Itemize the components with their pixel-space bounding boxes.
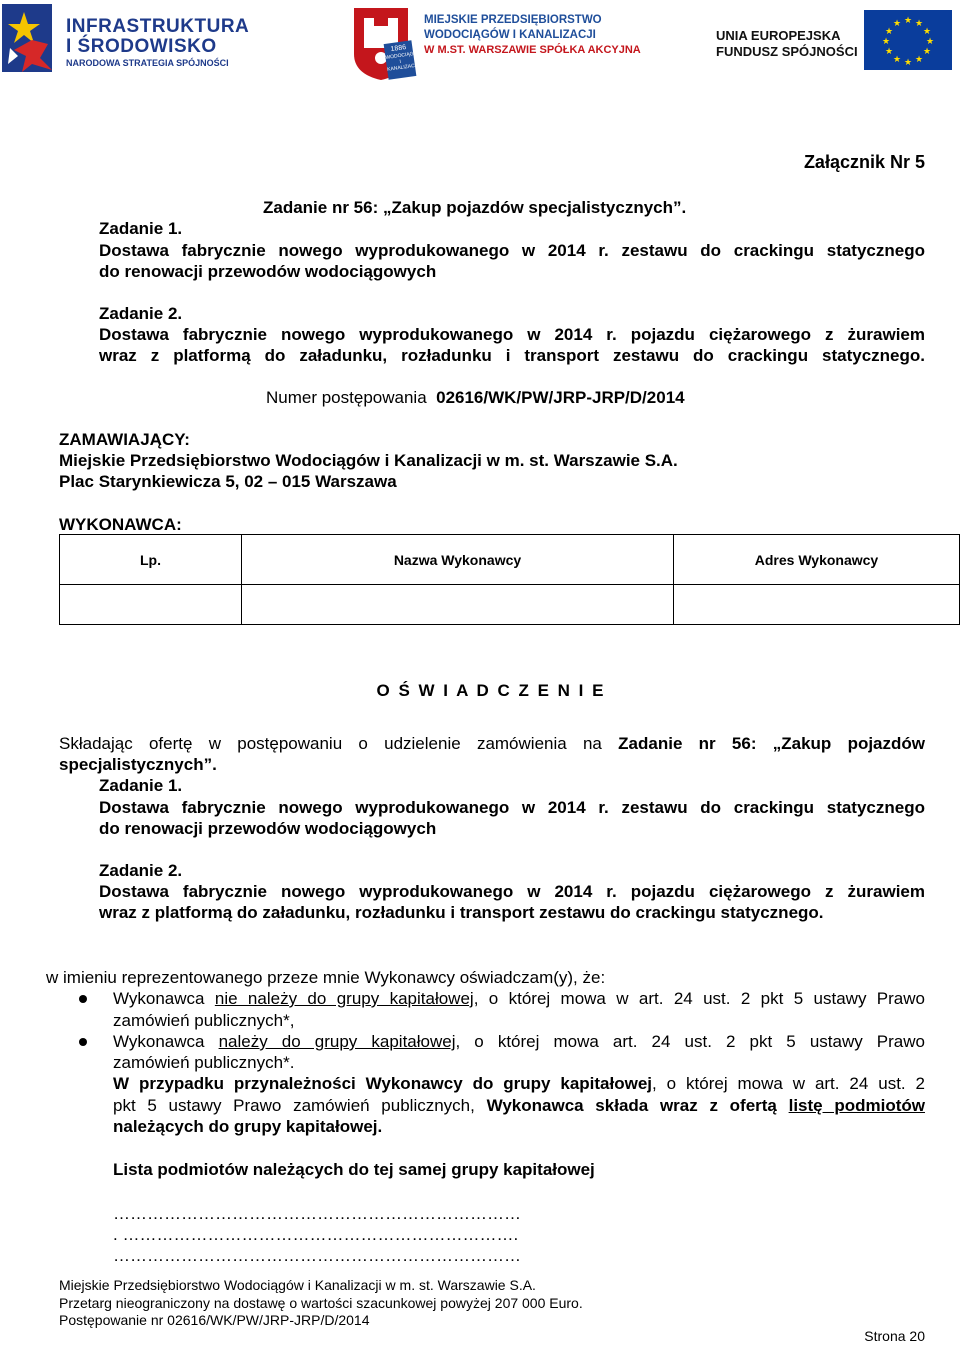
oswiadczenie-title: O Ś W I A D C Z E N I E (376, 681, 604, 700)
crest-year: 1886 (390, 44, 407, 54)
svg-text:★: ★ (881, 37, 891, 47)
z2-line2-2: wraz z platformą do załadunku, rozładunku i transport zestawu do crackingu statycznego. (99, 903, 824, 922)
eu-flag-icon (864, 10, 952, 70)
table-row (60, 585, 960, 625)
z1-line2-2: do renowacji przewodów wodociągowych (99, 819, 437, 838)
b2-b3: należących do grupy kapitałowej. (113, 1117, 383, 1136)
intro-bold1: Zadanie nr 56: „Zakup pojazdów (618, 734, 926, 753)
b2-u2: listę podmiotów (788, 1096, 925, 1115)
th-lp: Lp. (60, 535, 242, 585)
intro-line1 (59, 733, 925, 754)
bullet-1-line1 (113, 988, 925, 1009)
annex-label: Załącznik Nr 5 (803, 152, 925, 172)
z2-line1: Dostawa fabrycznie nowego wyprodukowanego w 2014 r. pojazdu ciężarowego z żurawiem (99, 325, 925, 344)
intro-plain: Składając ofertę w postępowaniu o udzielenie zamówienia na (59, 734, 602, 753)
wykonawca-label: WYKONAWCA: (59, 515, 182, 534)
zamawiajacy-name: Miejskie Przedsiębiorstwo Wodociągów i Kanalizacji w m. st. Warszawie S.A. (59, 451, 678, 470)
intro-bold2: specjalistycznych”. (59, 755, 217, 774)
statement-intro: w imieniu reprezentowanego przeze mnie Wykonawcy oświadczam(y), że: (46, 968, 606, 987)
z2-label: Zadanie 2. (99, 304, 183, 323)
z1-line1: Dostawa fabrycznie nowego wyprodukowanego w 2014 r. zestawu do crackingu statycznego (99, 241, 925, 260)
svg-text:★: ★ (914, 55, 924, 65)
b1-p2: , o której mowa w art. 24 ust. 2 pkt 5 ustawy Prawo (473, 989, 925, 1008)
z1-line2: do renowacji przewodów wodociągowych (99, 262, 437, 281)
svg-text:★: ★ (925, 37, 935, 47)
th-nazwa: Nazwa Wykonawcy (242, 535, 674, 585)
dots-line-3[interactable]: ……………………………………………………………… (113, 1246, 521, 1265)
footer-line3: Postępowanie nr 02616/WK/PW/JRP-JRP/D/2014 (59, 1312, 370, 1328)
b2-b2: Wykonawca składa wraz z ofertą (486, 1096, 777, 1115)
proc-number: 02616/WK/PW/JRP-JRP/D/2014 (436, 388, 685, 407)
logo2-line1: MIEJSKIE PRZEDSIĘBIORSTWO (424, 14, 602, 26)
logo1-line3: NARODOWA STRATEGIA SPÓJNOŚCI (66, 58, 229, 68)
logo3-line2: FUNDUSZ SPÓJNOŚCI (716, 44, 858, 59)
logo-unia-europejska (712, 8, 960, 74)
task-title: Zadanie nr 56: „Zakup pojazdów specjalistycznych”. (263, 198, 687, 217)
bullet-2-line3 (113, 1073, 925, 1094)
b2-p2: , o której mowa art. 24 ust. 2 pkt 5 ustawy Prawo (455, 1032, 925, 1051)
b1-u1: nie należy do grupy kapitałowej (214, 989, 474, 1008)
b2-p3: , o której mowa w art. 24 ust. 2 (652, 1074, 925, 1093)
logo-mpwik (350, 4, 640, 80)
bullet-2-line2: zamówień publicznych*. (113, 1053, 295, 1072)
wykonawca-table (59, 534, 960, 625)
svg-text:★: ★ (922, 27, 932, 37)
logo3-line1: UNIA EUROPEJSKA (716, 28, 841, 43)
svg-text:★: ★ (892, 55, 902, 65)
zamawiajacy-label: ZAMAWIAJĄCY: (59, 430, 190, 449)
z1-label: Zadanie 1. (99, 219, 183, 238)
logo2-line2: WODOCIĄGÓW I KANALIZACJI (424, 29, 596, 41)
z1-line1-2: Dostawa fabrycznie nowego wyprodukowanego w 2014 r. zestawu do crackingu statycznego (99, 798, 925, 817)
bullet-2-icon (79, 1038, 87, 1046)
svg-text:★: ★ (922, 47, 932, 57)
z2-line1-2: Dostawa fabrycznie nowego wyprodukowanego w 2014 r. pojazdu ciężarowego z żurawiem (99, 882, 925, 901)
bullet-2-line1 (113, 1031, 925, 1052)
z1-label-2: Zadanie 1. (99, 776, 183, 795)
th-adres: Adres Wykonawcy (674, 535, 960, 585)
b1-p1: Wykonawca (113, 989, 205, 1008)
nss-star-icon (2, 4, 58, 72)
crest-text: WODOCIĄGI I KANALIZACJA (385, 50, 421, 73)
table-header-row (60, 535, 960, 585)
bullet-1-line2: zamówień publicznych*, (113, 1011, 295, 1030)
b2-p4: pkt 5 ustawy Prawo zamówień publicznych, (113, 1096, 475, 1115)
cell-lp[interactable] (60, 585, 242, 625)
crest-badge (384, 40, 421, 80)
dots-line-1[interactable]: ……………………………………………………………… (113, 1204, 521, 1223)
cell-nazwa[interactable] (242, 585, 674, 625)
logo1-line2: I ŚRODOWISKO (66, 36, 217, 57)
dots-line-2[interactable]: . ……………………………………………………………. (113, 1225, 519, 1244)
footer-line1: Miejskie Przedsiębiorstwo Wodociągów i Kanalizacji w m. st. Warszawie S.A. (59, 1277, 536, 1293)
bullet-1-icon (79, 995, 87, 1003)
b2-u1: należy do grupy kapitałowej (218, 1032, 456, 1051)
svg-text:★: ★ (903, 16, 913, 26)
zamawiajacy-address: Plac Starynkiewicza 5, 02 – 015 Warszawa (59, 472, 397, 491)
procedure-number (266, 387, 685, 408)
b2-p1: Wykonawca (113, 1032, 205, 1051)
logo2-line3: W M.ST. WARSZAWIE SPÓŁKA AKCYJNA (424, 44, 641, 56)
logo-infrastruktura-srodowisko (0, 2, 250, 74)
page-number: Strona 20 (864, 1328, 925, 1344)
footer-line2: Przetarg nieograniczony na dostawę o wartości szacunkowej powyżej 207 000 Euro. (59, 1295, 583, 1311)
svg-text:★: ★ (884, 47, 894, 57)
logo1-line1: INFRASTRUKTURA (66, 16, 250, 37)
cell-adres[interactable] (674, 585, 960, 625)
z2-line2: wraz z platformą do załadunku, rozładunku i transport zestawu do crackingu statycznego. (99, 346, 925, 365)
bullet-2-line4 (113, 1095, 925, 1116)
b2-b1: W przypadku przynależności Wykonawcy do grupy kapitałowej (113, 1074, 653, 1093)
proc-label: Numer postępowania (266, 388, 427, 407)
svg-text:★: ★ (914, 19, 924, 29)
z2-label-2: Zadanie 2. (99, 861, 183, 880)
svg-text:★: ★ (903, 58, 913, 68)
svg-text:★: ★ (892, 19, 902, 29)
lista-title: Lista podmiotów należących do tej samej grupy kapitałowej (113, 1160, 595, 1179)
svg-text:★: ★ (884, 27, 894, 37)
